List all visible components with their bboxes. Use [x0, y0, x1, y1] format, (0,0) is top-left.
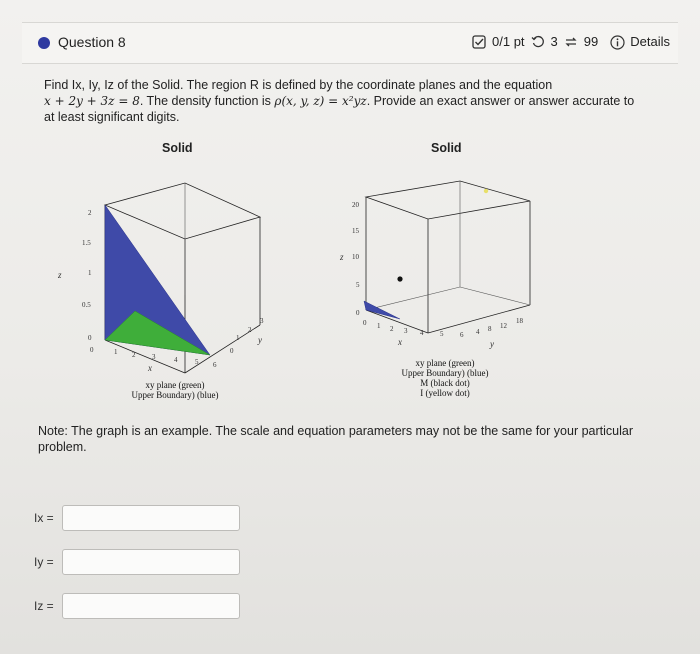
prompt-line-2-end: . Provide an exact answer or answer accurate to [366, 94, 635, 108]
iy-label: Iy = [34, 555, 54, 569]
right-caption-black-dot: M (black dot) [420, 378, 470, 388]
right-z-tick: 10 [352, 253, 359, 261]
graph-note: Note: The graph is an example. The scale and equation parameters may not be the same for your particular problem. [38, 424, 634, 454]
left-z-ticks [82, 209, 92, 342]
question-status-dot [38, 37, 50, 49]
left-y-tick: 2 [248, 326, 252, 334]
left-y-label: y [258, 335, 262, 345]
left-x-label: x [148, 363, 152, 373]
right-z-tick: 20 [352, 201, 359, 209]
details-link[interactable]: Details [630, 34, 670, 49]
right-z-ticks [352, 201, 360, 317]
question-meta [472, 34, 670, 49]
left-box-top [105, 183, 260, 239]
left-x-tick: 5 [195, 358, 199, 366]
right-x-tick: 1 [377, 322, 381, 330]
right-box-top [366, 181, 530, 219]
iz-label: Iz = [34, 599, 54, 613]
right-graph-title: Solid [431, 141, 462, 155]
left-graph-caption [110, 380, 240, 400]
prompt-line-2-mid: . The density function is [139, 94, 271, 108]
right-x-tick: 4 [420, 329, 424, 337]
right-x-tick: 0 [363, 319, 367, 327]
left-z-tick: 1 [88, 269, 92, 277]
left-x-tick: 0 [90, 346, 94, 354]
left-z-label: z [58, 270, 62, 280]
attempts-icon [564, 35, 578, 49]
question-prompt [44, 77, 674, 125]
iz-input[interactable] [62, 593, 240, 619]
right-x-tick: 6 [460, 331, 464, 339]
prompt-line-1: Find Ix, Iy, Iz of the Solid. The region R is defined by the coordinate planes and the equation [44, 78, 553, 92]
iz-answer-row [34, 592, 240, 620]
left-y-tick: 1 [236, 334, 240, 342]
left-y-tick: 3 [260, 317, 264, 325]
retries-count: 3 [550, 34, 558, 49]
left-x-tick: 3 [152, 353, 156, 361]
attempts-count: 99 [583, 34, 599, 49]
left-y-tick: 0 [230, 347, 234, 355]
right-y-tick: 8 [488, 325, 492, 333]
left-z-tick: 0.5 [82, 301, 91, 309]
ix-label: Ix = [34, 511, 54, 525]
right-y-tick: 18 [516, 317, 523, 325]
score-checkbox-icon [472, 35, 486, 49]
ix-input[interactable] [62, 505, 240, 531]
left-solid-graph [58, 175, 280, 375]
left-x-tick: 6 [213, 361, 217, 369]
right-caption-yellow-dot: I (yellow dot) [420, 388, 470, 398]
right-z-tick: 0 [356, 309, 360, 317]
right-x-ticks [363, 319, 464, 339]
density-function: ρ(x, y, z) = x²yz [274, 94, 367, 108]
right-black-dot [397, 276, 402, 281]
right-yellow-dot [484, 189, 488, 193]
left-caption-upper-boundary: Upper Boundary) (blue) [131, 390, 219, 400]
right-caption-upper-boundary: Upper Boundary) (blue) [401, 368, 489, 378]
right-y-tick: 12 [500, 322, 507, 330]
ix-answer-row [34, 504, 240, 532]
left-z-tick: 0 [88, 334, 92, 342]
right-z-label: z [340, 252, 344, 262]
right-y-label: y [490, 339, 494, 349]
left-caption-xy-plane: xy plane (green) [145, 380, 205, 390]
iy-answer-row [34, 548, 240, 576]
right-x-tick: 2 [390, 325, 394, 333]
left-x-tick: 4 [174, 356, 178, 364]
right-x-tick: 5 [440, 330, 444, 338]
score-text: 0/1 pt [492, 34, 525, 49]
prompt-line-3: at least significant digits. [44, 110, 180, 124]
right-x-label: x [398, 337, 402, 347]
retry-icon[interactable] [531, 35, 545, 49]
right-caption-xy-plane: xy plane (green) [415, 358, 475, 368]
info-icon[interactable] [610, 35, 624, 49]
right-x-tick: 3 [404, 327, 408, 335]
right-graph-caption [375, 358, 515, 398]
region-equation: x + 2y + 3z = 8 [44, 94, 140, 108]
iy-input[interactable] [62, 549, 240, 575]
question-header [22, 22, 678, 64]
right-y-ticks [476, 317, 524, 336]
left-z-tick: 1.5 [82, 239, 91, 247]
left-x-tick: 2 [132, 351, 136, 359]
right-z-tick: 5 [356, 281, 360, 289]
left-graph-title: Solid [162, 141, 193, 155]
question-title: Question 8 [58, 34, 126, 50]
right-solid-graph [340, 175, 560, 365]
left-x-tick: 1 [114, 348, 118, 356]
right-y-tick: 4 [476, 328, 480, 336]
left-z-tick: 2 [88, 209, 92, 217]
right-z-tick: 15 [352, 227, 359, 235]
